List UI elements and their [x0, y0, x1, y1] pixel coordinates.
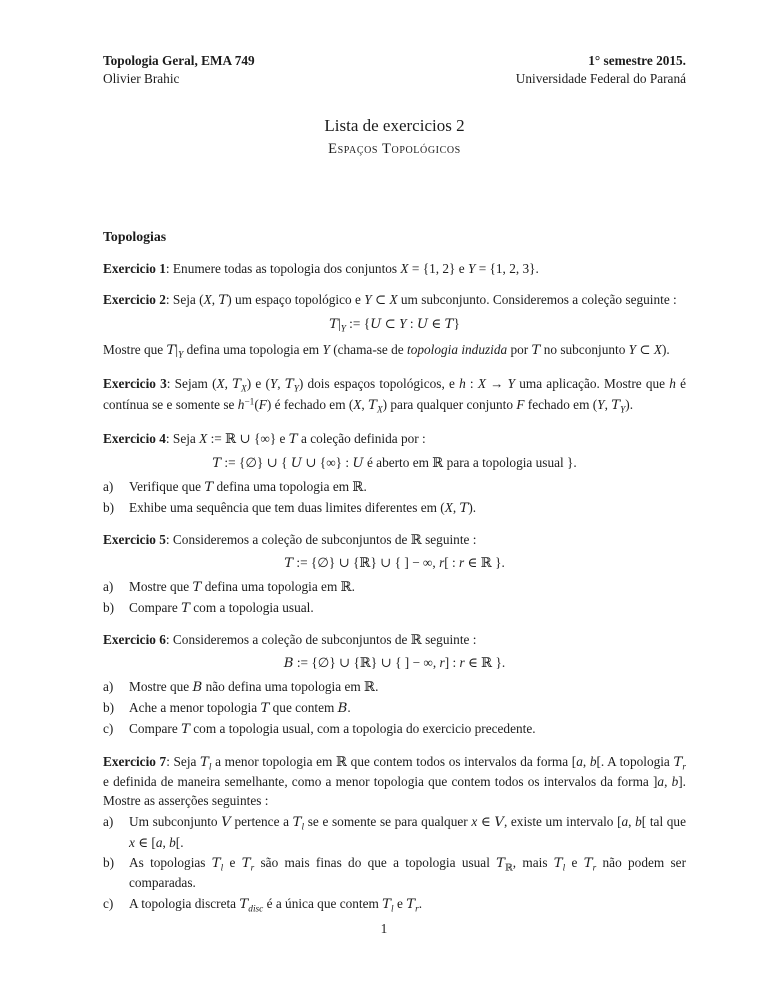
exercise-item: [103, 854, 686, 893]
exercise-item: [103, 599, 686, 618]
exercise-item: [103, 699, 686, 718]
exercise-6: [103, 631, 686, 739]
exercise-5-items: [103, 578, 686, 618]
document-header: [103, 52, 686, 88]
item-text: Verifique que T defina uma topologia em ℝ.: [129, 478, 367, 495]
item-text: Mostre que T defina uma topologia em ℝ.: [129, 578, 355, 595]
item-text: Compare T com a topologia usual.: [129, 600, 314, 617]
exercise-1: [103, 260, 686, 278]
exercise-4-text: : Seja X := ℝ ∪ {∞} e T a coleção definida por :: [165, 430, 426, 447]
exercise-7-label: Exercicio 7: [103, 753, 167, 769]
item-label: a): [103, 478, 114, 494]
exercise-6-intro: [103, 631, 686, 649]
exercise-2-text: : Seja (X, T) um espaço topológico e Y ⊂ X um subconjunto. Consideremos a coleção seguinte :: [165, 291, 677, 308]
exercise-1-intro: [103, 260, 686, 278]
section-heading: Topologias: [103, 228, 167, 244]
exercise-item: [103, 678, 686, 697]
exercise-4-intro: [103, 430, 686, 449]
exercise-item: [103, 578, 686, 597]
item-label: b): [103, 600, 115, 616]
exercise-6-label: Exercicio 6: [103, 632, 166, 648]
exercise-2-after: Mostre que $T|_Y$ defina uma topologia em Y (chama-se de topologia induzida por T no subconjunto Y ⊂ X).: [103, 341, 670, 361]
item-text: Mostre que B não defina uma topologia em ℝ.: [129, 679, 379, 696]
exercise-item: [103, 499, 686, 518]
item-label: a): [103, 813, 114, 829]
university-name: Universidade Federal do Paraná: [515, 71, 686, 87]
exercise-item: [103, 813, 686, 852]
item-label: b): [103, 700, 115, 716]
exercise-5-formula: T := {∅} ∪ {ℝ} ∪ { ] − ∞, r[ : r ∈ ℝ }.: [284, 554, 505, 571]
item-label: b): [103, 499, 115, 515]
exercise-2-label: Exercicio 2: [103, 291, 166, 307]
exercise-6-items: [103, 678, 686, 739]
exercise-4: [103, 430, 686, 518]
exercise-3-text: : Sejam (X, $T_X$) e (Y, $T_Y$) dois espaços topológicos, e h : X → Y uma aplicação. Mostre que h é contínua se e somente se $h^{-1}(F)$ é fechado em (X, $T_X$) para qualquer conjunto F fechado em (Y, $T_Y$).: [103, 375, 687, 415]
exercise-7-text: : Seja $T_l$ a menor topologia em ℝ que contem todos os intervalos da forma [a, b[. A topologia $T_r$ e definida de maneira semelhante, como a menor topologia que contem todos os intervalos da forma ]a, b]. Mostre as asserções seguintes :: [103, 753, 686, 808]
item-text: Um subconjunto V pertence a $T_l$ se e somente se para qualquer x ∈ V, existe um intervalo [a, b[ tal que x ∈ [a, b[.: [129, 813, 686, 850]
exercise-4-label: Exercicio 4: [103, 430, 166, 446]
item-text: A topologia discreta $T_{disc}$ é a única que contem $T_l$ e $T_r$.: [129, 895, 423, 914]
page-number: 1: [380, 920, 388, 936]
header-right: [516, 52, 686, 88]
item-label: a): [103, 578, 114, 594]
item-text: As topologias $T_l$ e $T_r$ são mais finas do que a topologia usual $T_ℝ$, mais $T_l$ e $T_r$ não podem ser comparadas.: [129, 854, 687, 891]
author-name: Olivier Brahic: [103, 71, 180, 87]
exercise-5: [103, 531, 686, 618]
exercise-6-formula: B := {∅} ∪ {ℝ} ∪ { ] − ∞, r] : r ∈ ℝ }.: [283, 655, 506, 672]
exercise-4-formula: T := {∅} ∪ { U ∪ {∞} : U é aberto em ℝ para a topologia usual }.: [212, 454, 577, 471]
exercise-5-label: Exercicio 5: [103, 531, 166, 547]
exercise-1-label: Exercicio 1: [103, 260, 166, 276]
exercise-item: [103, 720, 686, 739]
exercise-6-text: : Consideremos a coleção de subconjuntos de ℝ seguinte :: [165, 632, 477, 648]
title-block: [103, 114, 686, 160]
semester-label: 1° semestre 2015.: [588, 53, 686, 68]
exercise-7-items: [103, 813, 686, 916]
exercise-5-text: : Consideremos a coleção de subconjuntos de ℝ seguinte :: [165, 531, 477, 547]
exercise-2: [103, 291, 686, 362]
exercise-7: [103, 753, 686, 916]
exercise-4-items: [103, 478, 686, 518]
item-text: Exhibe uma sequência que tem duas limites diferentes em (X, T).: [129, 499, 477, 516]
item-text: Compare T com a topologia usual, com a topologia do exercicio precedente.: [129, 721, 536, 738]
exercise-2-intro: [103, 291, 686, 310]
header-left: [103, 52, 255, 88]
item-label: a): [103, 679, 114, 695]
item-label: b): [103, 854, 115, 870]
exercise-item: [103, 895, 686, 916]
item-text: Ache a menor topologia T que contem B.: [129, 700, 351, 717]
exercise-item: [103, 478, 686, 497]
exercise-1-text: : Enumere todas as topologia dos conjuntos X = {1, 2} e Y = {1, 2, 3}.: [165, 260, 539, 276]
item-label: c): [103, 895, 114, 911]
exercise-2-formula: $T|_Y$ := {U ⊂ Y : U ∈ T}: [329, 315, 460, 335]
exercise-7-intro: [103, 753, 686, 810]
exercise-5-intro: [103, 531, 686, 549]
exercise-3-intro: [103, 375, 686, 417]
exercise-3-label: Exercicio 3: [103, 375, 167, 391]
doc-subtitle: Espaços Topológicos: [328, 141, 461, 158]
item-label: c): [103, 721, 114, 737]
exercise-3: [103, 375, 686, 417]
course-title: Topologia Geral, EMA 749: [103, 53, 255, 68]
doc-title: Lista de exercicios 2: [324, 116, 465, 136]
